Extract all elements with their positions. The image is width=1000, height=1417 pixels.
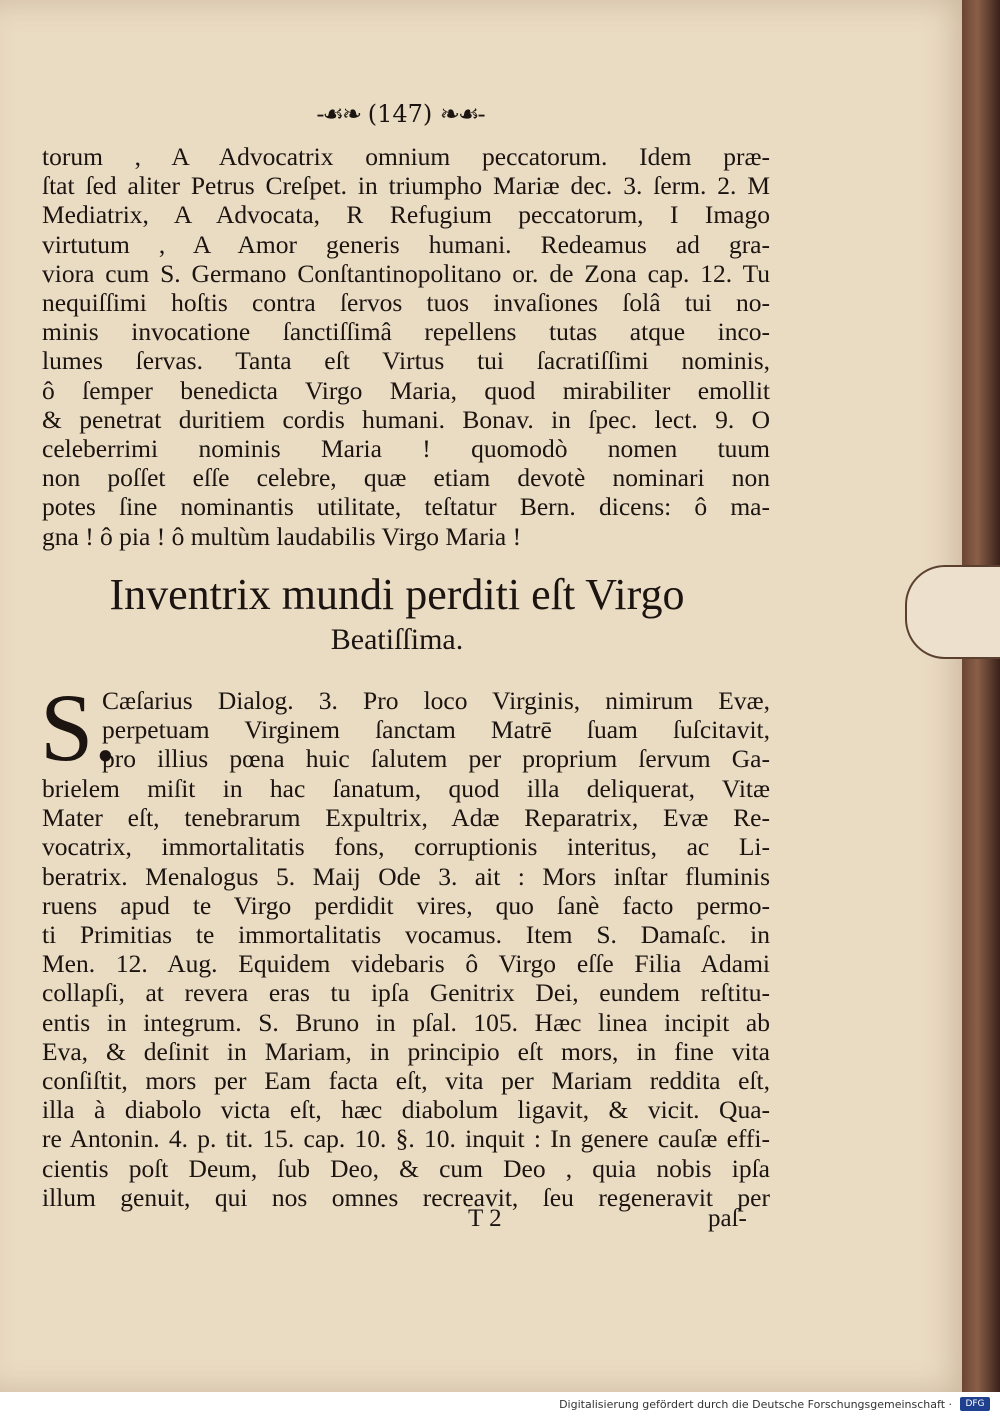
text-line: cientis poſt Deum, ſub Deo, & cum Deo , quia nobis ipſa (42, 1153, 770, 1183)
text-line: ti Primitias te immortalitatis vocamus. Item S. Damaſc. in (42, 920, 770, 950)
text-line: brielem miſit in hac ſanatum, quod illa deliquerat, Vitæ (42, 774, 770, 803)
text-line: potes ſine nominantis utilitate, teſtatur Bern. dicens: ô ma- (42, 492, 770, 522)
drop-cap: S. (40, 674, 118, 781)
section-heading-line-1: Inventrix mundi perditi eſt Virgo (109, 570, 685, 619)
book-spine-edge (962, 0, 1000, 1392)
text-line: beratrix. Menalogus 5. Maij Ode 3. ait : Mors inſtar fluminis (42, 861, 770, 891)
catchword: paſ- (708, 1205, 747, 1232)
funding-credit: Digitalisierung gefördert durch die Deutsche Forschungsgemeinschaft · (559, 1398, 952, 1411)
text-line: celeberrimi nominis Maria ! quomodò nomen tuum (42, 434, 770, 464)
footer-bar (0, 1392, 1000, 1417)
section-heading (42, 568, 752, 658)
text-line: nequiſſimi hoſtis contra ſervos tuos invaſiones ſolâ tui no- (42, 288, 770, 318)
text-line: lumes ſervas. Tanta eſt Virtus tui ſacratiſſimi nominis, (42, 346, 770, 376)
page-number: (147) (367, 100, 433, 128)
text-line: Eva, & deſinit in Mariam, in principio eſt mors, in fine vita (42, 1036, 770, 1066)
top-paragraph (42, 142, 770, 551)
text-line: conſiſtit, mors per Eam facta eſt, vita per Mariam reddita eſt, (42, 1066, 770, 1096)
text-line: illa à diabolo victa eſt, hæc diabolum ligavit, & vicit. Qua- (42, 1095, 770, 1125)
page-marker-tab (905, 565, 1000, 659)
signature-mark: T 2 (468, 1205, 502, 1232)
dfg-logo: DFG (960, 1397, 990, 1411)
text-line: Mater eſt, tenebrarum Expultrix, Adæ Reparatrix, Evæ Re- (42, 803, 770, 833)
text-line: ruens apud te Virgo perdidit vires, quo ſanè facto permo- (42, 890, 770, 920)
text-line: vocatrix, immortalitatis fons, corruptionis interitus, ac Li- (42, 832, 770, 862)
text-line: entis in integrum. S. Bruno in pſal. 105. Hæc linea incipit ab (42, 1007, 770, 1037)
text-line: perpetuam Virginem ſanctam Matrē ſuam ſuſcitavit, (102, 715, 770, 745)
text-line: gna ! ô pia ! ô multùm laudabilis Virgo Maria ! (42, 521, 522, 551)
text-line: torum , A Advocatrix omnium peccatorum. Idem præ- (42, 142, 770, 171)
right-ornament: ❧☙- (439, 100, 484, 128)
text-line: illum genuit, qui nos omnes recreavit, ſeu regeneravit per (42, 1182, 770, 1212)
text-line: ô ſemper benedicta Virgo Maria, quod mirabiliter emollit (42, 375, 770, 405)
indented-lines (102, 686, 770, 774)
text-line: re Antonin. 4. p. tit. 15. cap. 10. §. 10. inquit : In genere cauſæ effi- (42, 1124, 770, 1154)
text-line: viora cum S. Germano Conſtantinopolitano or. de Zona cap. 12. Tu (42, 258, 770, 288)
main-paragraph (42, 774, 770, 1212)
text-line: Mediatrix, A Advocata, R Refugium peccatorum, I Imago (42, 200, 770, 230)
text-line: virtutum , A Amor generis humani. Redeamus ad gra- (42, 229, 770, 259)
text-line: Cæſarius Dialog. 3. Pro loco Virginis, nimirum Evæ, (102, 686, 770, 715)
text-line: minis invocatione ſanctiſſimâ repellens tutas atque inco- (42, 317, 770, 347)
text-line: ſtat ſed aliter Petrus Creſpet. in triumpho Mariæ dec. 3. ſerm. 2. M (42, 171, 770, 201)
text-line: pro illius pœna huic ſalutem per proprium ſervum Ga- (102, 744, 770, 774)
page-header (280, 100, 520, 128)
text-line: collapſi, at revera eras tu ipſa Genitrix Dei, eundem reſtitu- (42, 978, 770, 1008)
text-line: & penetrat duritiem cordis humani. Bonav. in ſpec. lect. 9. O (42, 404, 770, 434)
left-ornament: -☙❧ (316, 100, 361, 128)
text-line: Men. 12. Aug. Equidem videbaris ô Virgo eſſe Filia Adami (42, 949, 770, 979)
text-line: non poſſet eſſe celebre, quæ etiam devotè nominari non (42, 463, 770, 493)
section-heading-line-2: Beatiſſima. (330, 623, 464, 656)
